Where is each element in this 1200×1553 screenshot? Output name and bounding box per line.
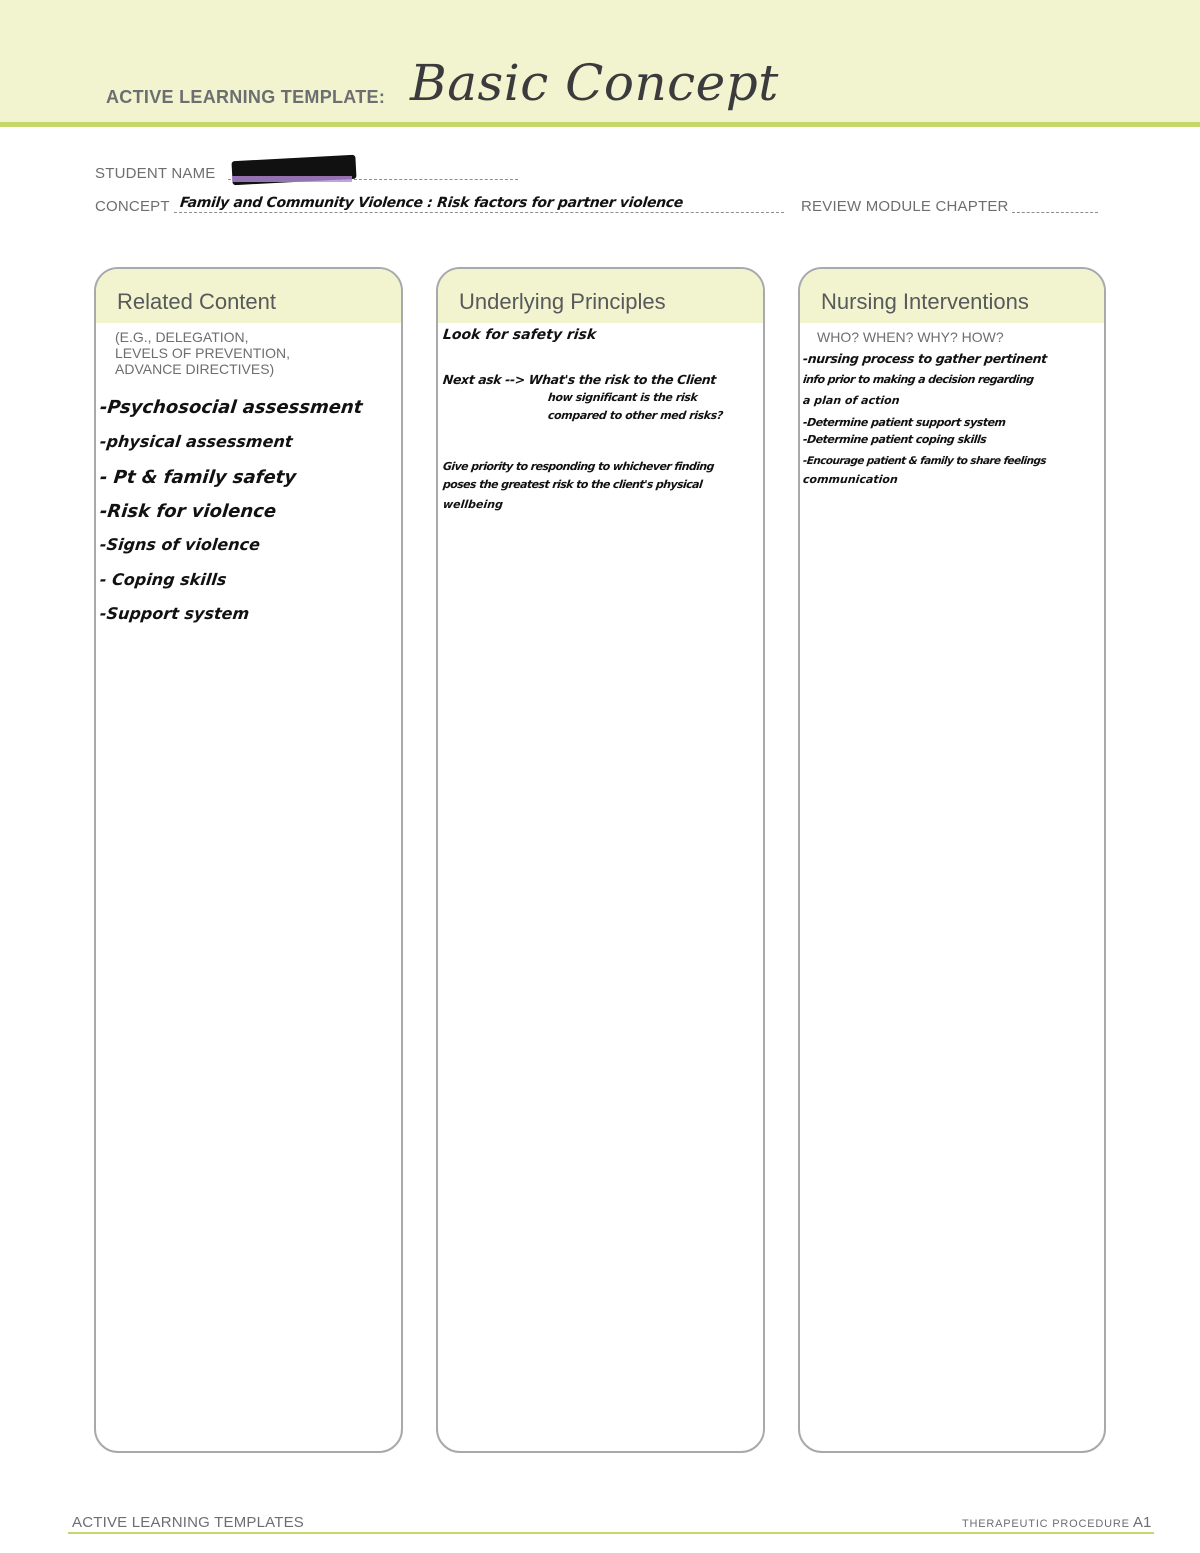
list-item: poses the greatest risk to the client's physical [442,478,703,491]
related-content-panel [94,267,403,1453]
review-module-label: REVIEW MODULE CHAPTER [801,198,1009,215]
header-divider [0,122,1200,127]
concept-value: Family and Community Violence : Risk factors for partner violence [179,195,684,211]
list-item: -Encourage patient & family to share feelings [802,455,1047,467]
list-item: -Risk for violence [98,501,278,522]
related-content-hint [115,329,290,377]
footer-page-code: A1 [1133,1514,1152,1531]
concept-label: CONCEPT [95,198,170,215]
list-item: wellbeing [442,498,504,511]
list-item: info prior to making a decision regarding [802,373,1035,386]
nursing-interventions-panel [798,267,1106,1453]
underlying-principles-title: Underlying Principles [459,289,666,314]
list-item: -nursing process to gather pertinent [802,351,1048,366]
nursing-interventions-title: Nursing Interventions [821,289,1029,314]
list-item: communication [802,473,899,486]
nursing-interventions-hint [817,329,1004,345]
hint-line: WHO? WHEN? WHY? HOW? [817,329,1004,345]
list-item: -Psychosocial assessment [98,397,364,418]
list-item: Look for safety risk [442,327,598,343]
template-title: Basic Concept [410,54,779,112]
related-content-title: Related Content [117,289,276,314]
hint-line: (E.G., DELEGATION, [115,329,249,345]
review-module-field[interactable] [1012,200,1098,213]
list-item: Give priority to responding to whichever finding [442,460,715,473]
list-item: -Support system [99,604,251,623]
footer-series: ACTIVE LEARNING TEMPLATES [72,1514,304,1531]
hint-line: LEVELS OF PREVENTION, [115,345,291,361]
list-item: how significant is the risk [547,391,699,404]
list-item: - Coping skills [99,570,228,589]
redaction-highlight [232,176,352,182]
list-item: a plan of action [802,394,901,407]
list-item: -physical assessment [99,432,294,451]
footer-category: THERAPEUTIC PROCEDURE [962,1518,1130,1530]
list-item: - Pt & family safety [98,467,298,488]
template-label: ACTIVE LEARNING TEMPLATE: [106,87,386,107]
hint-line: ADVANCE DIRECTIVES) [115,361,275,377]
list-item: Next ask --> What's the risk to the Client [442,372,717,387]
list-item: -Determine patient coping skills [802,433,988,446]
student-name-label: STUDENT NAME [95,165,216,182]
list-item: -Determine patient support system [802,416,1007,429]
list-item: compared to other med risks? [547,409,724,422]
list-item: -Signs of violence [99,535,262,554]
underlying-principles-panel [436,267,765,1453]
footer-divider [68,1532,1154,1534]
